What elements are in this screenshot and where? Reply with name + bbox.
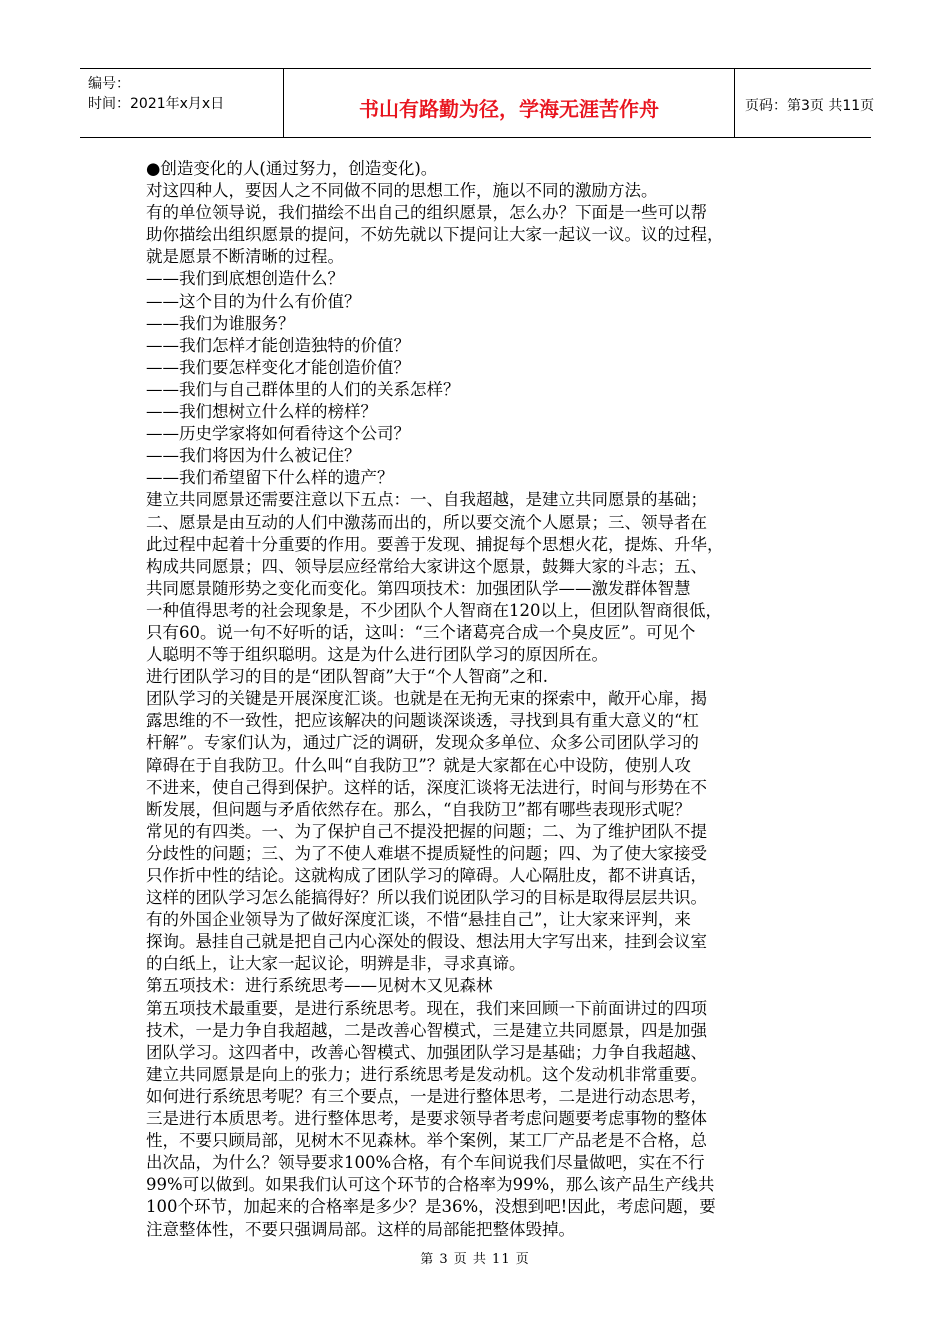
text-line: 出次品，为什么？领导要求100%合格，有个车间说我们尽量做吧，实在不行 — [146, 1153, 705, 1173]
page-header — [80, 68, 875, 138]
text-line: 就是愿景不断清晰的过程。 — [146, 247, 344, 267]
text-line: ——我们将因为什么被记住？ — [146, 446, 361, 466]
text-line: 有的单位领导说，我们描绘不出自己的组织愿景，怎么办？下面是一些可以帮 — [146, 203, 707, 223]
text-line: ●创造变化的人(通过努力，创造变化)。 — [146, 159, 438, 178]
text-line: 人聪明不等于组织聪明。这是为什么进行团队学习的原因所在。 — [146, 645, 608, 665]
text-line: 这样的团队学习怎么能搞得好？所以我们说团队学习的目标是取得层层共识。 — [146, 888, 707, 908]
page-info: 页码：第3页 共11页 — [745, 98, 875, 114]
page-footer: 第 3 页 共 11 页 — [420, 1252, 530, 1267]
text-line: ——我们要怎样变化才能创造价值？ — [146, 357, 410, 377]
text-line: 不进来，使自己得到保护。这样的话，深度汇谈将无法进行，时间与形势在不 — [146, 777, 707, 797]
text-line: ——我们与自己群体里的人们的关系怎样？ — [146, 379, 460, 399]
text-line: 露思维的不一致性，把应该解决的问题谈深谈透，寻找到具有重大意义的“杠 — [146, 711, 699, 731]
text-line: ——我们怎样才能创造独特的价值？ — [146, 335, 410, 355]
text-line: 杆解”。专家们认为，通过广泛的调研，发现众多单位、众多公司团队学习的 — [146, 733, 699, 753]
text-line: 共同愿景随形势之变化而变化。第四项技术：加强团队学——激发群体智慧 — [146, 578, 691, 598]
text-line: 一种值得思考的社会现象是，不少团队个人智商在120以上，但团队智商很低， — [146, 600, 722, 620]
text-line: 构成共同愿景；四、领导层应经常给大家讲这个愿景，鼓舞大家的斗志；五、 — [146, 556, 707, 576]
text-line: 障碍在于自我防卫。什么叫“自我防卫”？就是大家都在心中设防，使别人攻 — [146, 755, 691, 775]
text-line: 只作折中性的结论。这就构成了团队学习的障碍。人心隔肚皮，都不讲真话， — [146, 866, 707, 885]
text-line: 建立共同愿景是向上的张力；进行系统思考是发动机。这个发动机非常重要。 — [146, 1064, 707, 1084]
text-line: 技术，一是力争自我超越，二是改善心智模式，三是建立共同愿景，四是加强 — [146, 1020, 707, 1040]
text-line: ——我们想树立什么样的榜样？ — [146, 402, 377, 422]
text-line: 对这四种人，要因人之不同做不同的思想工作，施以不同的激励方法。 — [146, 181, 658, 201]
text-line: 助你描绘出组织愿景的提问，不妨先就以下提问让大家一起议一议。议的过程， — [146, 225, 724, 245]
time-label: 时间：2021年x月x日 — [88, 96, 225, 112]
text-line: 第五项技术：进行系统思考——见树木又见森林 — [146, 976, 493, 996]
text-line: 常见的有四类。一、为了保护自己不提没把握的问题；二、为了维护团队不提 — [146, 821, 707, 841]
text-line: 注意整体性，不要只强调局部。这样的局部能把整体毁掉。 — [146, 1219, 575, 1239]
text-line: 此过程中起着十分重要的作用。要善于发现、捕捉每个思想火花，提炼、升华， — [146, 534, 724, 554]
header-right-cell — [735, 69, 875, 137]
text-line: 如何进行系统思考呢？有三个要点，一是进行整体思考，二是进行动态思考， — [146, 1086, 707, 1106]
text-line: 99%可以做到。如果我们认可这个环节的合格率为99%，那么该产品生产线共 — [146, 1175, 715, 1195]
text-line: ——历史学家将如何看待这个公司？ — [146, 424, 410, 444]
number-label: 编号： — [88, 76, 130, 92]
text-line: 探询。悬挂自己就是把自己内心深处的假设、想法用大字写出来，挂到会议室 — [146, 932, 707, 952]
header-left-cell — [80, 69, 284, 137]
text-line: 二、愿景是由互动的人们中激荡而出的，所以要交流个人愿景；三、领导者在 — [146, 512, 707, 532]
text-line: 团队学习的关键是开展深度汇谈。也就是在无拘无束的探索中，敞开心扉，揭 — [146, 689, 707, 709]
text-line: ——这个目的为什么有价值？ — [146, 291, 361, 311]
text-line: ——我们为谁服务？ — [146, 313, 295, 333]
text-line: 建立共同愿景还需要注意以下五点：一、自我超越，是建立共同愿景的基础； — [146, 490, 707, 510]
document-body — [146, 158, 810, 1241]
text-line: 只有60。说一句不好听的话，这叫：“三个诸葛亮合成一个臭皮匠”。可见个 — [146, 622, 696, 642]
text-line: 性，不要只顾局部，见树木不见森林。举个案例，某工厂产品老是不合格，总 — [146, 1131, 707, 1151]
text-line: 分歧性的问题；三、为了不使人难堪不提质疑性的问题；四、为了使大家接受 — [146, 843, 707, 863]
header-motto: 书山有路勤为径，学海无涯苦作舟 — [359, 97, 659, 121]
text-line: 三是进行本质思考。进行整体思考，是要求领导者考虑问题要考虑事物的整体 — [146, 1109, 707, 1129]
text-line: 断发展，但问题与矛盾依然存在。那么，“自我防卫”都有哪些表现形式呢？ — [146, 799, 691, 819]
text-line: ——我们希望留下什么样的遗产？ — [146, 468, 394, 488]
text-line: ——我们到底想创造什么？ — [146, 269, 344, 289]
header-middle-cell — [284, 69, 735, 137]
text-line: 有的外国企业领导为了做好深度汇谈，不惜“悬挂自己”，让大家来评判，来 — [146, 910, 691, 930]
text-line: 的白纸上，让大家一起议论，明辨是非，寻求真谛。 — [146, 954, 526, 974]
text-line: 第五项技术最重要，是进行系统思考。现在，我们来回顾一下前面讲过的四项 — [146, 998, 707, 1018]
text-line: 100个环节，加起来的合格率是多少？是36%，没想到吧!因此，考虑问题，要 — [146, 1197, 716, 1217]
text-line: 进行团队学习的目的是“团队智商”大于“个人智商”之和. — [146, 667, 548, 687]
text-line: 团队学习。这四者中，改善心智模式、加强团队学习是基础；力争自我超越、 — [146, 1042, 707, 1062]
